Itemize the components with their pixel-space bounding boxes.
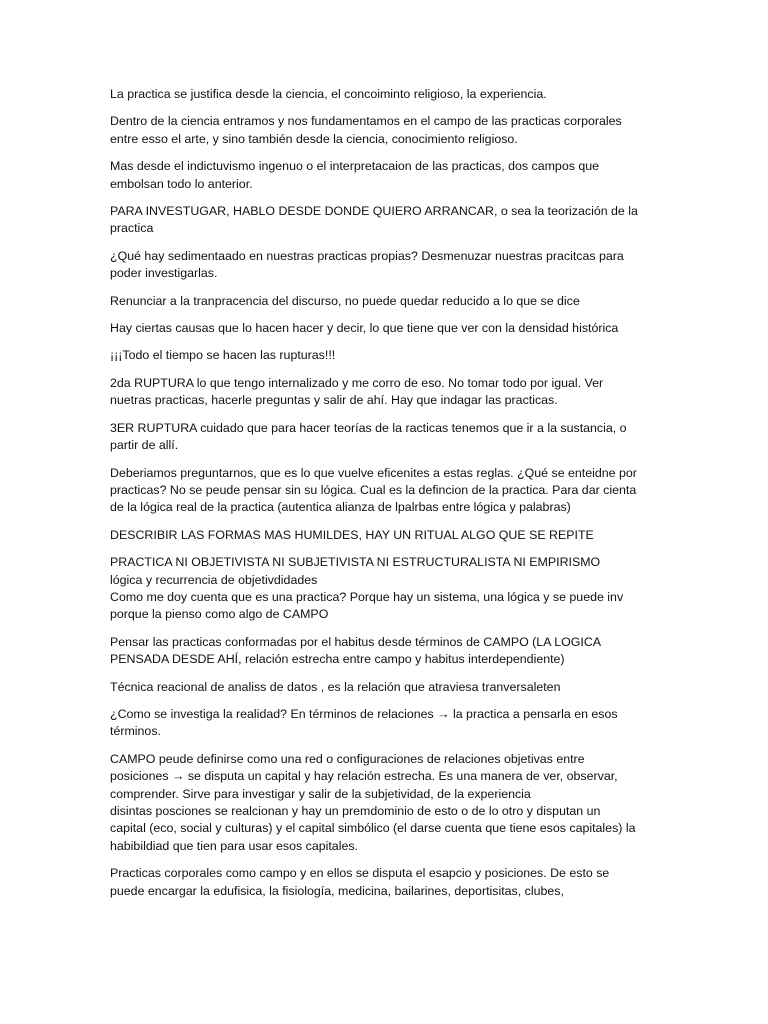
paragraph (110, 293, 660, 310)
text-line: ¿Qué hay sedimentaado en nuestras practicas propias? Desmenuzar nuestras pracitcas para (110, 248, 624, 263)
text-line: DESCRIBIR LAS FORMAS MAS HUMILDES, HAY UN RITUAL ALGO QUE SE REPITE (110, 527, 594, 542)
text-line: ¡¡¡Todo el tiempo se hacen las rupturas!!! (110, 348, 336, 363)
text-line: CAMPO peude definirse como una red o configuraciones de relaciones objetivas entre (110, 751, 585, 766)
paragraph (110, 465, 660, 517)
text-line: La practica se justifica desde la ciencia, el concoiminto religioso, la experiencia. (110, 87, 547, 101)
text-line: practicas? No se peude pensar sin su lógica. Cual es la defincion de la practica. Para dar cienta (110, 482, 637, 497)
paragraph (110, 203, 660, 238)
paragraph (110, 420, 660, 455)
text-line: porque la pienso como algo de CAMPO (110, 607, 329, 622)
text-line: partir de allí. (110, 438, 179, 453)
text-line: 2da RUPTURA lo que tengo internalizado y me corro de eso. No tomar todo por igual. Ver (110, 375, 604, 390)
text-line: lógica y recurrencia de objetivdidades (110, 572, 318, 587)
paragraph (110, 347, 660, 364)
text-line: Pensar las practicas conformadas por el habitus desde términos de CAMPO (LA LOGICA (110, 634, 602, 649)
paragraph (110, 248, 660, 283)
text-line: entre esso el arte, y sino también desde la ciencia, conocimiento religioso. (110, 131, 518, 146)
text-line: poder investigarlas. (110, 266, 218, 281)
text-line: capital (eco, social y culturas) y el capital simbólico (el darse cuenta que tiene esos capitales) la (110, 821, 636, 836)
text-line: Mas desde el indictuvismo ingenuo o el interpretacaion de las practicas, dos campos que (110, 159, 600, 174)
text-line: Técnica reacional de analiss de datos , es la relación que atraviesa tranversaleten (110, 679, 561, 694)
paragraph (110, 527, 660, 544)
paragraph (110, 679, 660, 696)
text-line: embolsan todo lo anterior. (110, 176, 253, 191)
text-line: puede encargar la edufisica, la fisiología, medicina, bailarines, deportisitas, clubes, (110, 883, 564, 898)
text-line: disintas posciones se realcionan y hay un premdominio de esto o de lo otro y disputan un (110, 804, 601, 818)
text-line: PENSADA DESDE AHÍ, relación estrecha entre campo y habitus interdependiente) (110, 652, 565, 667)
text-line: nuetras practicas, hacerle preguntas y salir de ahí. Hay que indagar las practicas. (110, 393, 558, 408)
paragraph (110, 375, 660, 410)
paragraph (110, 865, 660, 900)
paragraph (110, 113, 660, 148)
text-line: Deberiamos preguntarnos, que es lo que vuelve eficenites a estas reglas. ¿Qué se enteidne por (110, 465, 637, 480)
text-line: practica (110, 221, 154, 236)
text-line: PARA INVESTUGAR, HABLO DESDE DONDE QUIERO ARRANCAR, o sea la teorización de la (110, 204, 638, 219)
text-line: Renunciar a la tranpracencia del discurso, no puede quedar reducido a lo que se dice (110, 293, 580, 308)
text-line: comprender. Sirve para investigar y salir de la subjetividad, de la experiencia (110, 786, 531, 801)
paragraph (110, 320, 660, 337)
paragraph (110, 706, 660, 741)
text-line: 3ER RUPTURA cuidado que para hacer teorías de la racticas tenemos que ir a la sustancia, o (110, 420, 627, 435)
text-line: Como me doy cuenta que es una practica? Porque hay un sistema, una lógica y se puede inv (110, 589, 624, 604)
text-line: Practicas corporales como campo y en ellos se disputa el esapcio y posiciones. De esto se (110, 866, 610, 881)
text-line: ¿Como se investiga la realidad? En términos de relaciones → la practica a pensarla en esos (110, 706, 618, 721)
paragraph (110, 86, 660, 103)
text-line: habibildiad que tien para usar esos capitales. (110, 838, 358, 853)
document-page (110, 86, 660, 910)
paragraph (110, 634, 660, 669)
text-line: de la lógica real de la practica (autentica alianza de lpalrbas entre lógica y palabras) (110, 500, 571, 515)
text-line: Hay ciertas causas que lo hacen hacer y decir, lo que tiene que ver con la densidad histórica (110, 321, 619, 336)
text-line: términos. (110, 724, 161, 739)
text-line: Dentro de la ciencia entramos y nos fundamentamos en el campo de las practicas corporales (110, 114, 622, 129)
text-line: PRACTICA NI OBJETIVISTA NI SUBJETIVISTA NI ESTRUCTURALISTA NI EMPIRISMO (110, 555, 601, 570)
paragraph (110, 158, 660, 193)
paragraph (110, 751, 660, 855)
text-line: posiciones → se disputa un capital y hay relación estrecha. Es una manera de ver, observar, (110, 769, 618, 784)
paragraph (110, 554, 660, 624)
